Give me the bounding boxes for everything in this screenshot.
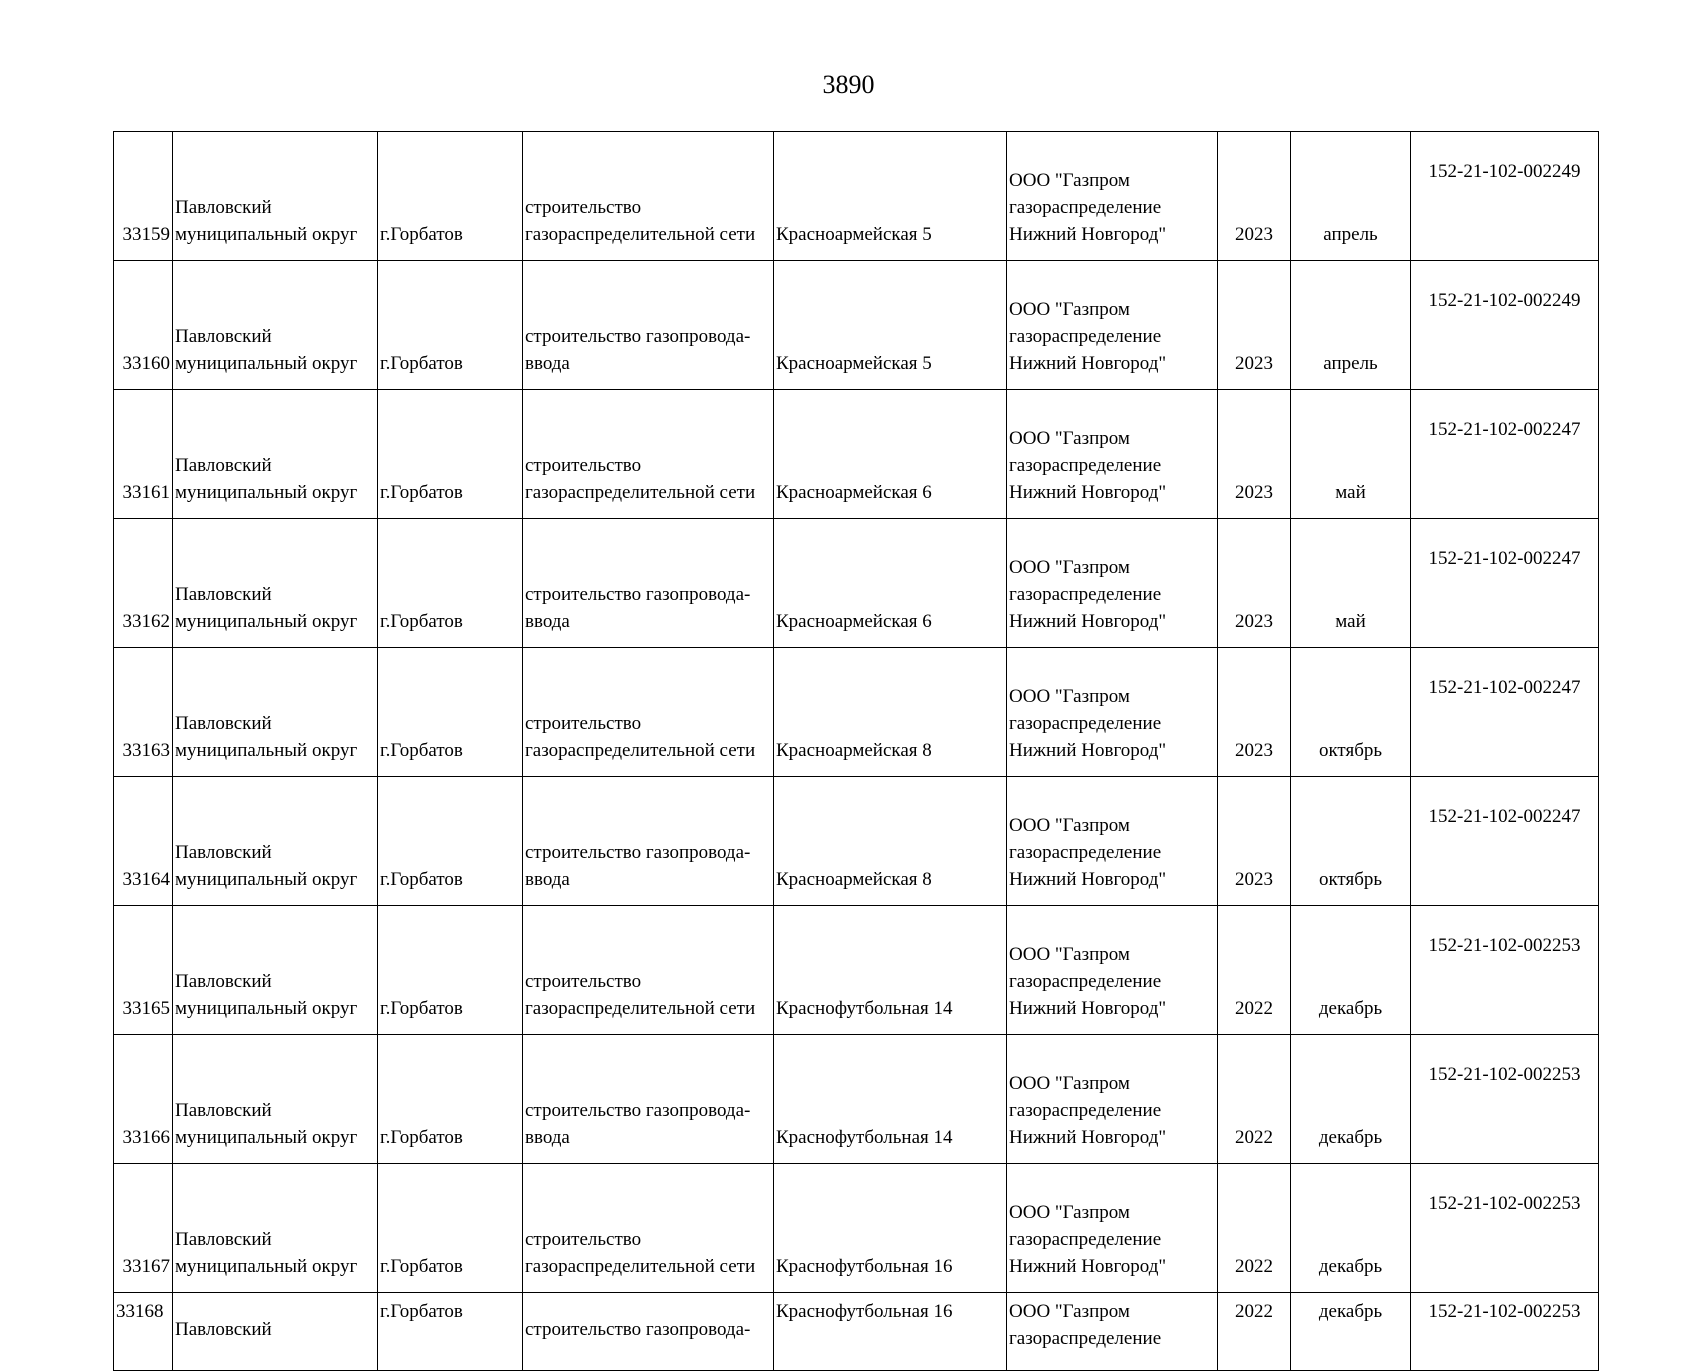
city-cell: г.Горбатов — [378, 648, 523, 777]
table-row — [114, 777, 1599, 906]
district-cell: Павловский муниципальный округ — [173, 1035, 378, 1164]
district-cell: Павловский муниципальный округ — [173, 906, 378, 1035]
work-type-cell: строительство газопровода- ввода — [523, 1035, 774, 1164]
month-cell: декабрь — [1291, 1164, 1411, 1293]
year-cell: 2023 — [1218, 261, 1291, 390]
row-number: 33165 — [114, 906, 173, 1035]
address-cell: Красноармейская 8 — [774, 648, 1007, 777]
organization-cell: ООО "Газпром газораспределение Нижний Новгород" — [1007, 906, 1218, 1035]
work-type-cell: строительство газопровода- ввода — [523, 519, 774, 648]
code-cell: 152-21-102-002247 — [1411, 648, 1599, 777]
table-row — [114, 1293, 1599, 1371]
address-cell: Краснофутбольная 16 — [774, 1164, 1007, 1293]
row-number: 33166 — [114, 1035, 173, 1164]
code-cell: 152-21-102-002253 — [1411, 906, 1599, 1035]
year-cell: 2023 — [1218, 132, 1291, 261]
table-row — [114, 1164, 1599, 1293]
district-cell: Павловский муниципальный округ — [173, 261, 378, 390]
city-cell: г.Горбатов — [378, 1293, 523, 1371]
city-cell: г.Горбатов — [378, 132, 523, 261]
code-cell: 152-21-102-002249 — [1411, 261, 1599, 390]
row-number: 33159 — [114, 132, 173, 261]
month-cell: май — [1291, 390, 1411, 519]
year-cell: 2023 — [1218, 648, 1291, 777]
month-cell: октябрь — [1291, 648, 1411, 777]
code-cell: 152-21-102-002247 — [1411, 390, 1599, 519]
city-cell: г.Горбатов — [378, 519, 523, 648]
work-type-cell: строительство газораспределительной сети — [523, 648, 774, 777]
organization-cell: ООО "Газпром газораспределение Нижний Новгород" — [1007, 261, 1218, 390]
organization-cell: ООО "Газпром газораспределение Нижний Новгород" — [1007, 777, 1218, 906]
code-cell: 152-21-102-002247 — [1411, 519, 1599, 648]
month-cell: декабрь — [1291, 906, 1411, 1035]
row-number: 33160 — [114, 261, 173, 390]
address-cell: Красноармейская 5 — [774, 132, 1007, 261]
year-cell: 2023 — [1218, 777, 1291, 906]
row-number: 33167 — [114, 1164, 173, 1293]
year-cell: 2022 — [1218, 1164, 1291, 1293]
code-cell: 152-21-102-002247 — [1411, 777, 1599, 906]
work-type-cell: строительство газопровода- — [523, 1293, 774, 1371]
row-number: 33168 — [114, 1293, 173, 1371]
district-cell: Павловский муниципальный округ — [173, 132, 378, 261]
city-cell: г.Горбатов — [378, 906, 523, 1035]
table-row — [114, 648, 1599, 777]
address-cell: Краснофутбольная 14 — [774, 1035, 1007, 1164]
city-cell: г.Горбатов — [378, 261, 523, 390]
work-type-cell: строительство газопровода- ввода — [523, 777, 774, 906]
district-cell: Павловский муниципальный округ — [173, 519, 378, 648]
district-cell: Павловский муниципальный округ — [173, 1164, 378, 1293]
year-cell: 2022 — [1218, 1035, 1291, 1164]
work-type-cell: строительство газораспределительной сети — [523, 906, 774, 1035]
table-row — [114, 261, 1599, 390]
organization-cell: ООО "Газпром газораспределение Нижний Новгород" — [1007, 519, 1218, 648]
address-cell: Краснофутбольная 14 — [774, 906, 1007, 1035]
city-cell: г.Горбатов — [378, 390, 523, 519]
year-cell: 2023 — [1218, 390, 1291, 519]
city-cell: г.Горбатов — [378, 777, 523, 906]
work-type-cell: строительство газопровода- ввода — [523, 261, 774, 390]
row-number: 33161 — [114, 390, 173, 519]
row-number: 33162 — [114, 519, 173, 648]
gasification-table — [113, 131, 1599, 1371]
year-cell: 2023 — [1218, 519, 1291, 648]
address-cell: Красноармейская 6 — [774, 390, 1007, 519]
organization-cell: ООО "Газпром газораспределение Нижний Новгород" — [1007, 132, 1218, 261]
table-row — [114, 906, 1599, 1035]
city-cell: г.Горбатов — [378, 1035, 523, 1164]
organization-cell: ООО "Газпром газораспределение Нижний Новгород" — [1007, 1164, 1218, 1293]
code-cell: 152-21-102-002253 — [1411, 1035, 1599, 1164]
table-row — [114, 132, 1599, 261]
month-cell: декабрь — [1291, 1035, 1411, 1164]
page-number: 3890 — [822, 70, 875, 99]
work-type-cell: строительство газораспределительной сети — [523, 390, 774, 519]
organization-cell: ООО "Газпром газораспределение Нижний Новгород" — [1007, 648, 1218, 777]
city-cell: г.Горбатов — [378, 1164, 523, 1293]
code-cell: 152-21-102-002249 — [1411, 132, 1599, 261]
organization-cell: ООО "Газпром газораспределение Нижний Новгород" — [1007, 1035, 1218, 1164]
month-cell: октябрь — [1291, 777, 1411, 906]
address-cell: Красноармейская 5 — [774, 261, 1007, 390]
month-cell: декабрь — [1291, 1293, 1411, 1371]
district-cell: Павловский муниципальный округ — [173, 777, 378, 906]
address-cell: Красноармейская 8 — [774, 777, 1007, 906]
code-cell: 152-21-102-002253 — [1411, 1293, 1599, 1371]
district-cell: Павловский муниципальный округ — [173, 390, 378, 519]
year-cell: 2022 — [1218, 906, 1291, 1035]
month-cell: апрель — [1291, 261, 1411, 390]
year-cell: 2022 — [1218, 1293, 1291, 1371]
work-type-cell: строительство газораспределительной сети — [523, 132, 774, 261]
address-cell: Краснофутбольная 16 — [774, 1293, 1007, 1371]
code-cell: 152-21-102-002253 — [1411, 1164, 1599, 1293]
row-number: 33163 — [114, 648, 173, 777]
work-type-cell: строительство газораспределительной сети — [523, 1164, 774, 1293]
table-row — [114, 390, 1599, 519]
month-cell: май — [1291, 519, 1411, 648]
table-row — [114, 1035, 1599, 1164]
address-cell: Красноармейская 6 — [774, 519, 1007, 648]
organization-cell: ООО "Газпром газораспределение — [1007, 1293, 1218, 1371]
district-cell: Павловский — [173, 1293, 378, 1371]
month-cell: апрель — [1291, 132, 1411, 261]
row-number: 33164 — [114, 777, 173, 906]
district-cell: Павловский муниципальный округ — [173, 648, 378, 777]
table-row — [114, 519, 1599, 648]
organization-cell: ООО "Газпром газораспределение Нижний Новгород" — [1007, 390, 1218, 519]
